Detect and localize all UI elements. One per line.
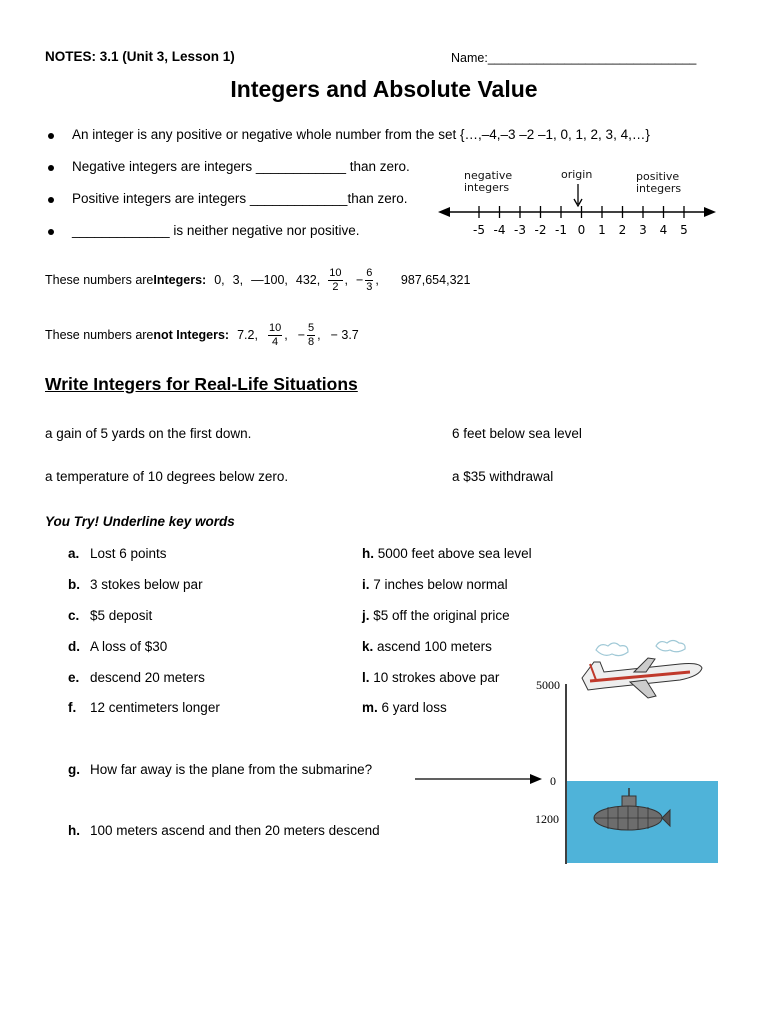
number-line-ticks (473, 206, 688, 237)
depth-label: 1200 (535, 812, 559, 826)
question-h: h. 100 meters ascend and then 20 meters descend (68, 823, 380, 838)
fraction-five-eighths: $\frac{5}{8}$ (308, 321, 315, 348)
number-line-tick-label: 5 (680, 223, 688, 237)
fraction-six-thirds: $\frac{6}{3}$ (366, 266, 373, 293)
section-heading: Write Integers for Real-Life Situations (45, 374, 358, 394)
integer-item: 0, (214, 273, 225, 287)
sea-level-label: 0 (550, 774, 556, 788)
list-item: k. ascend 100 meters (362, 639, 492, 654)
bullet-dot (48, 229, 54, 235)
situation-temperature: a temperature of 10 degrees below zero. (45, 469, 289, 484)
list-item: m. 6 yard loss (362, 700, 447, 715)
fraction-ten-fourths: $\frac{10}{4}$ (268, 321, 282, 348)
number-line-tick-label: -5 (473, 223, 485, 237)
integer-item: 432, (295, 273, 321, 287)
list-item: c. $5 deposit (68, 608, 153, 623)
notes-label: NOTES: 3.1 (Unit 3, Lesson 1) (45, 49, 235, 64)
integers-bold-label: Integers: (153, 273, 207, 287)
integer-item: 3, (232, 273, 244, 287)
integer-item: —100, (251, 273, 288, 287)
question-g: g. How far away is the plane from the submarine? (68, 762, 373, 777)
list-item: e. descend 20 meters (68, 670, 205, 685)
integers-row (45, 262, 470, 298)
page-title: Integers and Absolute Value (230, 76, 538, 102)
name-field[interactable]: Name:______________________________ (451, 51, 697, 65)
not-integers-row (45, 317, 359, 353)
not-integers-bold-label: not Integers: (153, 328, 230, 342)
plane-submarine-diagram (560, 636, 722, 866)
fraction-ten-halves: $\frac{10}{2}$ (329, 266, 342, 293)
bullet-zero: _____________ is neither negative nor positive. (72, 223, 360, 238)
situation-yards: a gain of 5 yards on the first down. (45, 426, 252, 441)
origin-label: origin (561, 168, 593, 181)
bullet-positive-integers: Positive integers are integers _____________than zero. (72, 191, 408, 206)
list-item: j. $5 off the original price (362, 608, 510, 623)
bullet-dot (48, 165, 54, 171)
bullet-dot (48, 133, 54, 139)
altitude-label: 5000 (536, 678, 560, 692)
number-line-tick-label: 4 (659, 223, 668, 237)
left-arrow-icon (438, 207, 450, 217)
non-integer-item: 7.2, (237, 328, 258, 342)
list-item: f. 12 centimeters longer (68, 700, 220, 715)
negative-integers-label: negative integers (464, 169, 513, 194)
not-integers-prefix: These numbers are (45, 328, 154, 342)
list-item: b. 3 stokes below par (68, 577, 203, 592)
bullet-negative-integers: Negative integers are integers ____________ than zero. (72, 159, 410, 174)
number-line-tick-label: 0 (577, 223, 586, 237)
you-try-heading: You Try! Underline key words (45, 514, 235, 529)
number-line-tick-label: -1 (555, 223, 567, 237)
cloud-icon (596, 641, 685, 656)
right-arrow-icon (704, 207, 716, 217)
number-line-tick-label: 2 (618, 223, 627, 237)
situation-withdrawal: a $35 withdrawal (452, 469, 554, 484)
number-line-tick-label: -2 (534, 223, 547, 237)
minus-sign: − (355, 273, 364, 287)
list-item: a. Lost 6 points (68, 546, 167, 561)
comma: , (317, 328, 321, 342)
non-integer-item: − 3.7 (330, 328, 359, 342)
list-item: d. A loss of $30 (68, 639, 168, 654)
integer-item-large: 987,654,321 (400, 273, 471, 287)
number-line-tick-label: 3 (639, 223, 647, 237)
number-line-tick-label: -3 (514, 223, 526, 237)
list-item: l. 10 strokes above par (362, 670, 500, 685)
number-line (436, 180, 721, 240)
pointer-arrow (414, 771, 544, 787)
comma: , (284, 328, 288, 342)
number-line-tick-label: -4 (493, 223, 506, 237)
positive-integers-label: positive integers (636, 170, 682, 195)
comma: , (344, 273, 348, 287)
situation-sea-level: 6 feet below sea level (452, 426, 582, 441)
number-line-tick-label: 1 (598, 223, 606, 237)
comma: , (375, 273, 379, 287)
minus-sign: − (297, 328, 305, 342)
bullet-integer-definition: An integer is any positive or negative whole number from the set {…,–4,–3 –2 –1, 0, 1, 2, 3, 4,…} (72, 127, 650, 142)
list-item: h. 5000 feet above sea level (362, 546, 532, 561)
integers-prefix: These numbers are (45, 273, 154, 287)
list-item: i. 7 inches below normal (362, 577, 508, 592)
airplane-icon (582, 658, 702, 698)
bullet-dot (48, 197, 54, 203)
